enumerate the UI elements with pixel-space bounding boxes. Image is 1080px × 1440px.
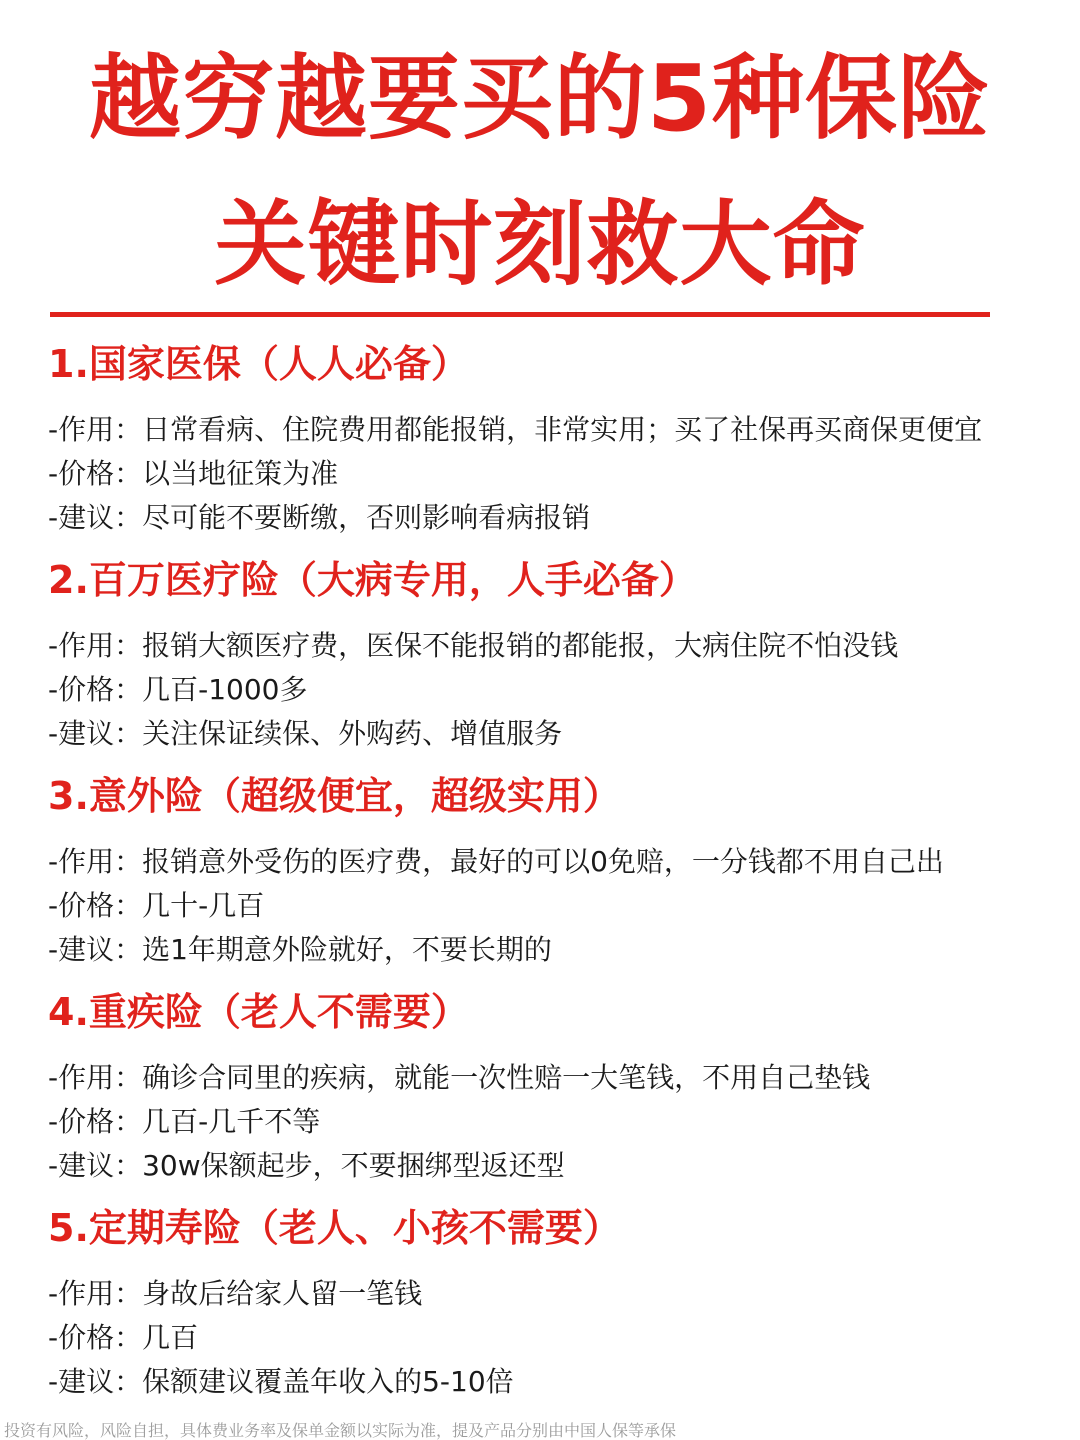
section-line-function: -作用：确诊合同里的疾病，就能一次性赔一大笔钱，不用自己垫钱: [48, 1061, 871, 1094]
section-accident-insurance: [48, 772, 1058, 972]
section-body: [48, 1272, 1058, 1404]
section-line-advice: -建议：30w保额起步，不要捆绑型返还型: [48, 1149, 565, 1182]
section-heading: 5.定期寿险（老人、小孩不需要）: [48, 1206, 621, 1250]
section-body: [48, 840, 1058, 972]
section-body: [48, 624, 1058, 756]
section-line-function: -作用：报销大额医疗费，医保不能报销的都能报，大病住院不怕没钱: [48, 629, 899, 662]
section-line-price: -价格：几百-1000多: [48, 673, 308, 706]
page-title-line-2: 关键时刻救大命: [214, 191, 866, 298]
section-line-advice: -建议：选1年期意外险就好，不要长期的: [48, 933, 552, 966]
section-term-life-insurance: [48, 1204, 1058, 1404]
section-line-advice: -建议：关注保证续保、外购药、增值服务: [48, 717, 563, 750]
title-divider: [50, 312, 990, 317]
section-line-function: -作用：身故后给家人留一笔钱: [48, 1277, 423, 1310]
section-line-advice: -建议：尽可能不要断缴，否则影响看病报销: [48, 501, 591, 534]
section-line-price: -价格：几百: [48, 1321, 199, 1354]
section-heading: 1.国家医保（人人必备）: [48, 342, 469, 386]
section-national-medical-insurance: [48, 340, 1058, 540]
section-body: [48, 408, 1058, 540]
section-body: [48, 1056, 1058, 1188]
section-line-price: -价格：几十-几百: [48, 889, 265, 922]
section-line-advice: -建议：保额建议覆盖年收入的5-10倍: [48, 1365, 514, 1398]
footer-disclaimer: 投资有风险，风险自担，具体费业务率及保单金额以实际为准，提及产品分别由中国人保等承保: [4, 1421, 677, 1440]
section-line-function: -作用：日常看病、住院费用都能报销，非常实用；买了社保再买商保更便宜: [48, 413, 983, 446]
section-heading: 4.重疾险（老人不需要）: [48, 990, 469, 1034]
section-million-medical-insurance: [48, 556, 1058, 756]
page-title-line-1: 越穷越要买的5种保险: [88, 45, 991, 152]
section-line-price: -价格：以当地征策为准: [48, 457, 339, 490]
section-critical-illness-insurance: [48, 988, 1058, 1188]
section-heading: 3.意外险（超级便宜，超级实用）: [48, 774, 621, 818]
section-heading: 2.百万医疗险（大病专用，人手必备）: [48, 558, 697, 602]
section-line-function: -作用：报销意外受伤的医疗费，最好的可以0免赔，一分钱都不用自己出: [48, 845, 944, 878]
section-line-price: -价格：几百-几千不等: [48, 1105, 321, 1138]
